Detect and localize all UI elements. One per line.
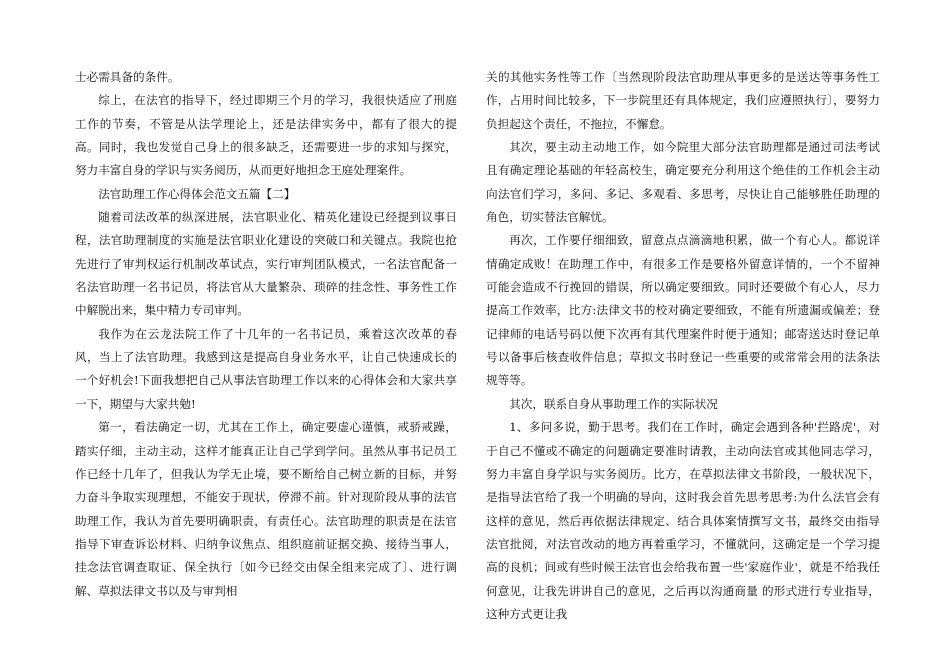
paragraph: 第一，看法确定一切，尤其在工作上，确定要虚心谨慎，戒骄戒躁，踏实仔细，主动主动，这样才能真正让自己学到学问。虽然从事书记员工作已经十几年了，但我认为学无止境，要不断给自己树立新的目标，并努力奋斗争取实现理想，不能安于现状，停滞不前。针对现阶段从事的法官助理工作，我认为首先要明确职责，有责任心。法官助理的职责是在法官指导下审查诉讼材料、归纳争议焦点、组织庭前证据交换、接待当事人，挂念法官调查取证、保全执行〔如今已经交由保全组来完成了〕、进行调解、草拟法律文书以及与审判相 xyxy=(75,420,457,598)
paragraph: 随着司法改革的纵深进展，法官职业化、精英化建设已经提到议事日程，法官助理制度的实施是法官职业化建设的突破口和关键点。我院也抢先进行了审判权运行机制改革试点，实行审判团队模式，一名法官配备一名法官助理一名书记员，将法官从大量繁杂、琐碎的挂念性、事务性工作中解脱出来，集中精力专司审判。 xyxy=(75,210,457,318)
section-heading: 法官助理工作心得体会范文五篇【二】 xyxy=(98,186,296,201)
paragraph: 再次，工作要仔细细致，留意点点滴滴地积累，做一个有心人。都说详情确定成败！在助理工作中，有很多工作是要格外留意详情的，一个不留神可能会造成不行挽回的错误，所以确定要细致。同时还要做个有心人，尽力提高工作效率，比方:法律文书的校对确定要细致，不能有所遗漏或偏差；登记律师的电话号码以便下次再有其代理案件时便于通知；邮寄送达时登记单号以备事后核查收件信息；草拟文书时登记一些重要的或常常会用的法条法规等等。 xyxy=(486,233,880,388)
paragraph: 其次，联系自身从事助理工作的实际状况 xyxy=(509,396,718,411)
paragraph: 士必需具备的条件。 xyxy=(75,70,180,84)
paragraph: 关的其他实务性等工作〔当然现阶段法官助理从事更多的是送达等事务性工作，占用时间比较多，下一步院里还有具体规定，我们应遵照执行〕，要努力负担起这个责任，不拖拉，不懈怠。 xyxy=(486,70,880,131)
right-column xyxy=(486,66,880,626)
paragraph: 1、多问多说，勤于思考。我们在工作时，确定会遇到各种'拦路虎'，对于自己不懂或不确定的问题确定要准时请教，主动向法官或其他同志学习，努力丰富自身学识与实务阅历。比方，在草拟法律文书阶段，一般状况下，是指导法官给了我一个明确的导向，这时我会首先思考思考:为什么法官会有这样的意见，然后再依据法律规定、结合具体案情撰写文书，最终交由指导法官批阅，对法官改动的地方再着重学习，不懂就问，这确定是一个学习提高的良机；间或有些时候王法官也会给我布置一些'家庭作业'，就是不给我任何意见，让我先讲讲自己的意见，之后再以沟通商量 的形式进行专业指导，这种方式更让我 xyxy=(486,420,880,621)
paragraph: 我作为在云龙法院工作了十几年的一名书记员，乘着这次改革的春风，当上了法官助理。我感到这是提高自身业务水平，让自己快速成长的一个好机会!下面我想把自己从事法官助理工作以来的心得体会和大家共享一下，期望与大家共勉! xyxy=(75,326,457,411)
paragraph: 其次，要主动主动地工作，如今院里大部分法官助理都是通过司法考试且有确定理论基础的年轻高校生，确定要充分利用这个绝佳的工作机会主动向法官们学习，多问、多记、多观看、多思考，尽快让自己能够胜任助理的角色，切实替法官解忧。 xyxy=(486,140,880,225)
paragraph: 综上，在法官的指导下，经过即期三个月的学习，我很快适应了刑庭工作的节奏，不管是从法学理论上，还是法律实务中，都有了很大的提高。同时，我也发觉自己身上的很多缺乏，还需要进一步的求知与探究，努力丰富自身的学识与实务阅历，从而更好地担念王庭处理案件。 xyxy=(75,93,457,178)
left-column xyxy=(75,66,457,603)
